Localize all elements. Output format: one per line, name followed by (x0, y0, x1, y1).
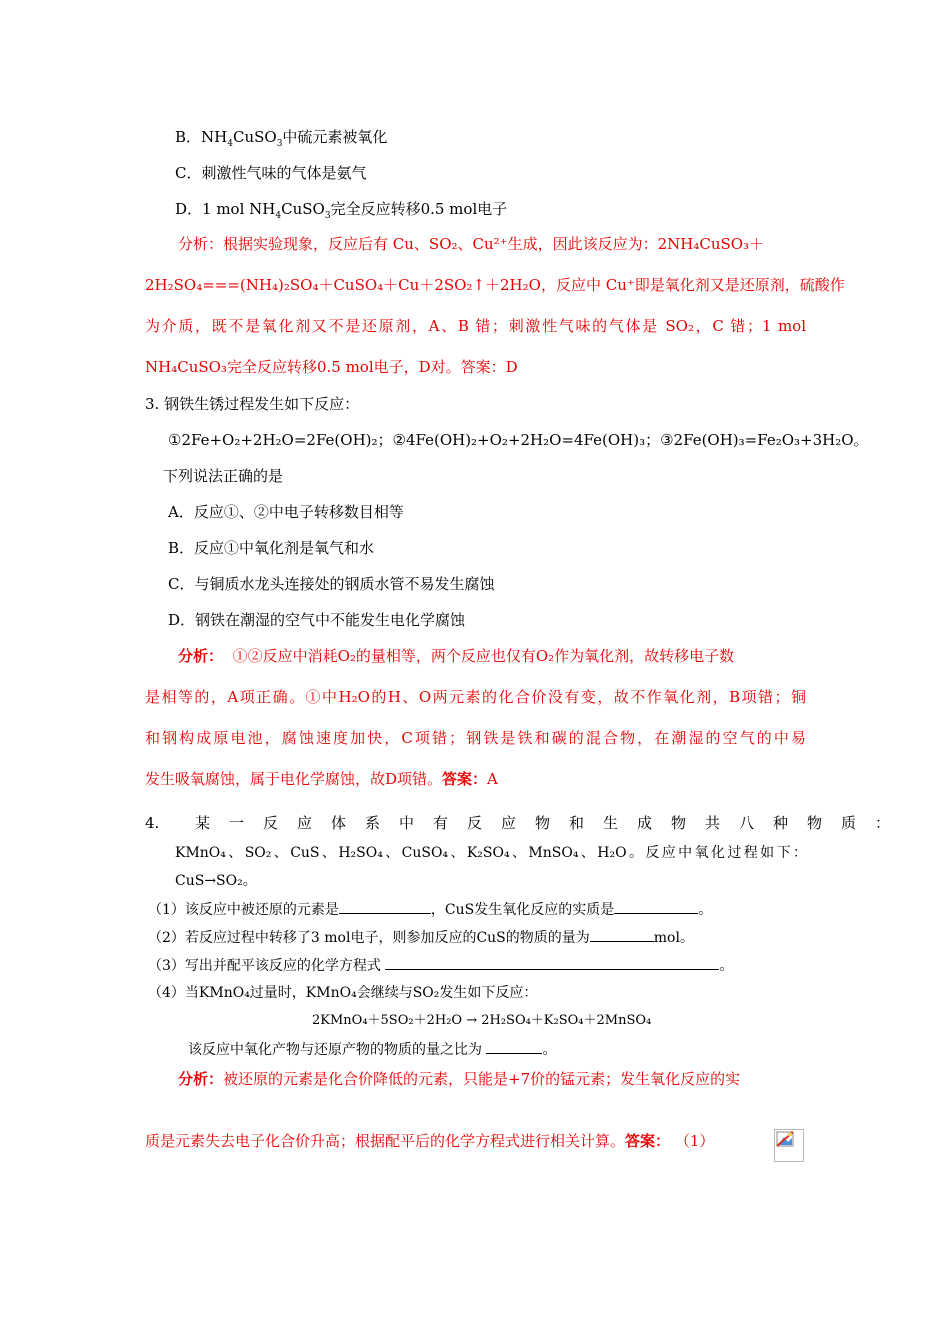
q4-part3: （3）写出并配平该反应的化学方程式 。 (148, 955, 733, 976)
q3-reactions: ①2Fe+O₂+2H₂O=2Fe(OH)₂；②4Fe(OH)₂+O₂+2H₂O=4Fe(OH)₃；③2Fe(OH)₃=Fe₂O₃+3H₂O。 (168, 431, 869, 449)
q3-stem: 3. 钢铁生锈过程发生如下反应： (145, 395, 360, 413)
q4-analysis-label: 分析： (178, 1070, 224, 1088)
q3-ask: 下列说法正确的是 (163, 467, 284, 485)
q4-equation: 2KMnO₄＋5SO₂＋2H₂O → 2H₂SO₄＋K₂SO₄＋2MnSO₄ (312, 1013, 652, 1028)
q3-answer: A (487, 770, 498, 788)
q4-blank4 (385, 955, 719, 970)
q2-analysis-line3: 为介质，既不是氧化剂又不是还原剂，A、B 错；刺激性气味的气体是 SO₂，C 错；1 mol (145, 317, 806, 335)
q4-analysis-line1: 分析：被还原的元素是化合价降低的元素，只能是+7价的锰元素；发生氧化反应的实 (178, 1070, 741, 1088)
q2-analysis-line4: NH₄CuSO₃完全反应转移0.5 mol电子，D对。答案：D (145, 358, 518, 376)
q2-analysis-line2: 2H₂SO₄===(NH₄)₂SO₄＋CuSO₄＋Cu＋2SO₂↑＋2H₂O，反应中 Cu⁺即是氧化剂又是还原剂，硫酸作 (145, 276, 845, 294)
q4-analysis-line2: 质是元素失去电子化合价升高；根据配平后的化学方程式进行相关计算。答案： （1） (145, 1132, 715, 1150)
q4-blank2 (614, 899, 698, 914)
q4-blank3 (590, 927, 654, 942)
q4-blank1 (339, 899, 431, 914)
q3-analysis-line2: 是相等的，A项正确。①中H₂O的H、O两元素的化合价没有变，故不作氧化剂，B项错；铜 (145, 688, 806, 706)
q4-answer-label: 答案： (625, 1132, 671, 1150)
q3-analysis-line3: 和钢构成原电池，腐蚀速度加快，C项错；钢铁是铁和碳的混合物，在潮湿的空气的中易 (145, 729, 806, 747)
q4-number: 4. (145, 814, 160, 832)
q4-stem-line2: KMnO₄、SO₂、CuS、H₂SO₄、CuSO₄、K₂SO₄、MnSO₄、H₂O。反应中氧化过程如下： (175, 845, 807, 861)
q3-option-d: D．钢铁在潮湿的空气中不能发生电化学腐蚀 (168, 611, 466, 629)
q2-option-b: B．$NH_4CuSO_3$中硫元素被氧化 (175, 128, 388, 149)
q4-part4-question: 该反应中氧化产物与还原产物的物质的量之比为 。 (188, 1039, 556, 1060)
q3-answer-label: 答案： (442, 770, 488, 788)
q3-option-c: C．与铜质水龙头连接处的钢质水管不易发生腐蚀 (168, 575, 495, 593)
q2-analysis-label: 分析： (178, 235, 224, 253)
q3-analysis-label: 分析： (178, 647, 224, 665)
q3-analysis-line1: 分析： ①②反应中消耗O₂的量相等，两个反应也仅有O₂作为氧化剂，故转移电子数 (178, 647, 735, 665)
q4-stem-line1: 某一反应体系中有反应物和生成物共八种物质： (195, 814, 910, 832)
q3-analysis-line4: 发生吸氧腐蚀，属于电化学腐蚀，故D项错。答案：A (145, 770, 498, 788)
q4-answer: （1） (674, 1132, 715, 1150)
q4-part2: （2）若反应过程中转移了3 mol电子，则参加反应的CuS的物质的量为 mol。 (148, 927, 694, 948)
q3-option-a: A．反应①、②中电子转移数目相等 (168, 503, 404, 521)
q4-part4: （4）当KMnO₄过量时，KMnO₄会继续与SO₂发生如下反应： (148, 985, 538, 1001)
q4-part1: （1）该反应中被还原的元素是 ，CuS发生氧化反应的实质是 。 (148, 899, 712, 920)
q4-blank5 (486, 1039, 542, 1054)
q2-option-c: C．刺激性气味的气体是氨气 (175, 164, 367, 182)
q2-analysis-line1: 分析：根据实验现象，反应后有 Cu、SO₂、Cu²⁺生成，因此该反应为：2NH₄CuSO₃＋ (178, 235, 765, 253)
broken-image-icon (774, 1129, 804, 1162)
q2-option-d: D．1 mol $NH_4CuSO_3$完全反应转移0.5 mol电子 (175, 200, 508, 221)
q3-option-b: B．反应①中氧化剂是氧气和水 (168, 539, 375, 557)
q4-stem-line3: CuS→SO₂。 (175, 873, 257, 889)
